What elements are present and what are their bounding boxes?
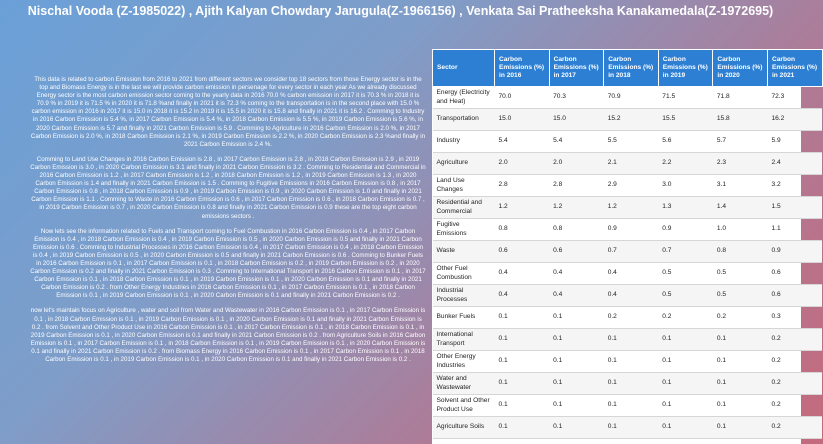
value-cell: 15.0 (495, 109, 550, 131)
sector-cell: Agriculture (433, 153, 495, 175)
description-text (30, 76, 426, 444)
table-row (433, 263, 823, 285)
table-row (433, 351, 823, 373)
value-cell: 0.6 (495, 241, 550, 263)
value-cell: 0.4 (495, 263, 550, 285)
table-row (433, 131, 823, 153)
value-cell: 0.1 (658, 395, 713, 417)
value-cell: 71.8 (713, 87, 768, 109)
table-row (433, 395, 823, 417)
table-row (433, 329, 823, 351)
value-cell: 0.3 (767, 307, 822, 329)
table-row (433, 285, 823, 307)
value-cell: 0.7 (604, 241, 659, 263)
value-cell: 0.5 (658, 285, 713, 307)
value-cell: 2.0 (549, 153, 604, 175)
value-cell: 0.2 (767, 417, 822, 439)
value-cell: 71.5 (658, 87, 713, 109)
value-cell: 5.4 (549, 131, 604, 153)
value-cell: 0.4 (549, 285, 604, 307)
sector-cell: Fugitive Emissions (433, 219, 495, 241)
value-cell: 0.8 (549, 219, 604, 241)
emissions-table-container[interactable] (432, 49, 818, 444)
header-2020: Carbon Emissions (%) in 2020 (713, 50, 768, 87)
table-row (433, 197, 823, 219)
value-cell: 2.8 (495, 175, 550, 197)
value-cell: 2.2 (658, 153, 713, 175)
value-cell: 0.1 (604, 329, 659, 351)
value-cell: 0.1 (495, 373, 550, 395)
value-cell: 0.1 (549, 395, 604, 417)
value-cell: 0.1 (658, 351, 713, 373)
table-row (433, 417, 823, 439)
value-cell: 15.2 (604, 109, 659, 131)
sector-cell: International Transport (433, 329, 495, 351)
value-cell: 0.1 (658, 329, 713, 351)
value-cell: 0.2 (713, 307, 768, 329)
value-cell: 1.3 (658, 197, 713, 219)
table-row (433, 373, 823, 395)
value-cell: 1.1 (767, 219, 822, 241)
sector-cell: Other Energy Industries (433, 351, 495, 373)
value-cell: 5.6 (658, 131, 713, 153)
value-cell: 0.1 (713, 395, 768, 417)
value-cell: 0.5 (658, 263, 713, 285)
header-2017: Carbon Emissions (%) in 2017 (549, 50, 604, 87)
value-cell: 16.2 (767, 109, 822, 131)
value-cell: 15.8 (713, 109, 768, 131)
table-row (433, 241, 823, 263)
value-cell: 0.4 (549, 263, 604, 285)
value-cell: 0.2 (767, 395, 822, 417)
value-cell: 3.2 (767, 175, 822, 197)
value-cell: 5.7 (713, 131, 768, 153)
value-cell: 2.4 (767, 153, 822, 175)
sector-cell: Residential and Commercial (433, 197, 495, 219)
value-cell: 0.2 (604, 307, 659, 329)
value-cell: 1.2 (604, 197, 659, 219)
value-cell: 1.2 (495, 197, 550, 219)
value-cell: 0.4 (604, 285, 659, 307)
table-row (433, 307, 823, 329)
value-cell: 0.1 (713, 417, 768, 439)
table-row (433, 109, 823, 131)
sector-cell: Industry (433, 131, 495, 153)
value-cell: 0.1 (658, 417, 713, 439)
value-cell: 2.9 (604, 175, 659, 197)
value-cell: 0.1 (495, 351, 550, 373)
value-cell: 0.1 (495, 417, 550, 439)
paragraph-fuels-transport: Now lets see the information related to Fuels and Transport coming to Fuel Combustion in 2016 Carbon Emission is 0.4 , in 2017 Carbon Emission is 0.4 , in 2018 Carbon Emission is 0.4 , in 2019 Carbon Emission is 0.5 , in 2020 Carbon Emission is 0.5 and finally in 2021 Carbon Emission is 0.6 . Comming to Industrial Processes in 2016 Carbon Emission is 0.4 , in 2017 Carbon Emission is 0.4 , in 2018 Carbon Emission is 0.4 , in 2019 Carbon Emission is 0.5 , in 2020 Carbon Emission is 0.5 and finally in 2021 Carbon Emission is 0.6 . Comming to Bunker Fuels in 2016 Carbon Emission is 0.1 , in 2017 Carbon Emission is 0.1 , in 2018 Carbon Emission is 0.2 , in 2019 Carbon Emission is 0.2 , in 2020 Carbon Emission is 0.2 and finally in 2021 Carbon Emission is 0.3 . Comming to International Transport in 2016 Carbon Emission is 0.1 , in 2017 Carbon Emission is 0.1 , in 2018 Carbon Emission is 0.1 , in 2019 Carbon Emission is 0.1 , in 2020 Carbon Emission is 0.1 and finally in 2021 Carbon Emission is 0.2 . from Other Energy Industries in 2016 Carbon Emission is 0.1 , in 2017 Carbon Emission is 0.1 , in 2018 Carbon Emission is 0.1 , in 2019 Carbon Emission is 0.1 , in 2020 Carbon Emission is 0.1 and finally in 2021 Carbon Emission is 0.2 . (30, 227, 426, 300)
value-cell: 3.1 (713, 175, 768, 197)
sector-cell: Solvent and Other Product Use (433, 395, 495, 417)
value-cell: 0.2 (658, 307, 713, 329)
header-2016: Carbon Emissions (%) in 2016 (495, 50, 550, 87)
sector-cell: Industrial Processes (433, 285, 495, 307)
header-2021: Carbon Emissions (%) in 2021 (767, 50, 822, 87)
value-cell: 0.1 (549, 417, 604, 439)
sector-cell: Bunker Fuels (433, 307, 495, 329)
value-cell: 2.0 (495, 153, 550, 175)
table-body (433, 87, 823, 439)
paragraph-agriculture-water-soil: now let's maintain focus on Agriculture , water and soil from Water and Wastewater in 2016 Carbon Emission is 0.1 , in 2017 Carbon Emission is 0.1 , in 2018 Carbon Emission is 0.1 , in 2019 Carbon Emission is 0.1 , in 2020 Carbon Emission is 0.1 and finally in 2021 Carbon Emission is 0.2 . from Solvent and Other Product Use in 2016 Carbon Emission is 0.1 , in 2017 Carbon Emission is 0.1 , in 2018 Carbon Emission is 0.1 , in 2019 Carbon Emission is 0.1 , in 2020 Carbon Emission is 0.1 and finally in 2021 Carbon Emission is 0.2 . from Agriculture Soils in 2016 Carbon Emission is 0.1 , in 2017 Carbon Emission is 0.1 , in 2018 Carbon Emission is 0.1 , in 2019 Carbon Emission is 0.1 , in 2020 Carbon Emission is 0.1 and finally in 2021 Carbon Emission is 0.2 . from Biomass Energy in 2016 Carbon Emission is 0.1 , in 2017 Carbon Emission is 0.1 , in 2018 Carbon Emission is 0.1 , in 2019 Carbon Emission is 0.1 , in 2020 Carbon Emission is 0.1 and finally in 2021 Carbon Emission is 0.2 . (30, 307, 426, 363)
table-header-row (433, 50, 823, 87)
value-cell: 15.5 (658, 109, 713, 131)
value-cell: 0.6 (767, 263, 822, 285)
value-cell: 0.1 (604, 373, 659, 395)
value-cell: 72.3 (767, 87, 822, 109)
value-cell: 0.1 (713, 373, 768, 395)
value-cell: 1.0 (713, 219, 768, 241)
value-cell: 2.3 (713, 153, 768, 175)
value-cell: 0.1 (713, 329, 768, 351)
value-cell: 2.8 (549, 175, 604, 197)
header-sector: Sector (433, 50, 495, 87)
value-cell: 0.9 (604, 219, 659, 241)
sector-cell: Energy (Electricity and Heat) (433, 87, 495, 109)
value-cell: 5.4 (495, 131, 550, 153)
page-title: Nischal Vooda (Z-1985022) , Ajith Kalyan Chowdary Jarugula(Z-1966156) , Venkata Sai Pratheeksha Kanakamedala(Z-1972695) (27, 4, 774, 18)
paragraph-land-use: Comming to Land Use Changes in 2016 Carbon Emission is 2.8 , in 2017 Carbon Emission is 2.8 , in 2018 Carbon Emission is 2.9 , in 2019 Carbon Emission is 3.0 , in 2020 Carbon Emission is 3.1 and finally in 2021 Carbon Emission is 3.2 . Comming to Residential and Commercial in 2016 Carbon Emission is 1.2 , in 2017 Carbon Emission is 1.2 , in 2018 Carbon Emission is 1.2 , in 2019 Carbon Emission is 1.3 , in 2020 Carbon Emission is 1.4 and finally in 2021 Carbon Emission is 1.5 . Comming to Fugitive Emissions in 2016 Carbon Emission is 0.8 , in 2017 Carbon Emission is 0.8 , in 2018 Carbon Emission is 0.9 , in 2019 Carbon Emission is 0.9 , in 2020 Carbon Emission is 1.0 and finally in 2021 Carbon Emission is 1.1 . Comming to Waste in 2016 Carbon Emission is 0.6 , in 2017 Carbon Emission is 0.6 , in 2018 Carbon Emission is 0.7 , in 2019 Carbon Emission is 0.7 , in 2020 Carbon Emission is 0.8 and finally in 2021 Carbon Emission is 0.9 these are the top eight carbon emissions sectors . (30, 155, 426, 220)
sector-cell: Land Use Changes (433, 175, 495, 197)
value-cell: 0.2 (767, 373, 822, 395)
value-cell: 5.5 (604, 131, 659, 153)
emissions-table (432, 49, 823, 439)
value-cell: 0.1 (604, 417, 659, 439)
value-cell: 0.9 (658, 219, 713, 241)
sector-cell: Agriculture Soils (433, 417, 495, 439)
header-2018: Carbon Emissions (%) in 2018 (604, 50, 659, 87)
value-cell: 0.1 (549, 307, 604, 329)
value-cell: 5.9 (767, 131, 822, 153)
value-cell: 0.6 (549, 241, 604, 263)
value-cell: 0.2 (767, 351, 822, 373)
value-cell: 3.0 (658, 175, 713, 197)
value-cell: 0.9 (767, 241, 822, 263)
value-cell: 0.1 (713, 351, 768, 373)
table-row (433, 87, 823, 109)
table-row (433, 153, 823, 175)
value-cell: 0.5 (713, 285, 768, 307)
value-cell: 70.3 (549, 87, 604, 109)
value-cell: 0.4 (604, 263, 659, 285)
sector-cell: Other Fuel Combustion (433, 263, 495, 285)
value-cell: 0.8 (713, 241, 768, 263)
value-cell: 1.5 (767, 197, 822, 219)
value-cell: 0.1 (658, 373, 713, 395)
table-row (433, 175, 823, 197)
value-cell: 0.1 (549, 373, 604, 395)
value-cell: 0.1 (604, 395, 659, 417)
value-cell: 0.1 (495, 307, 550, 329)
header-2019: Carbon Emissions (%) in 2019 (658, 50, 713, 87)
value-cell: 0.1 (549, 329, 604, 351)
value-cell: 70.0 (495, 87, 550, 109)
table-row (433, 219, 823, 241)
value-cell: 1.4 (713, 197, 768, 219)
value-cell: 15.0 (549, 109, 604, 131)
value-cell: 0.6 (767, 285, 822, 307)
paragraph-energy-sectors: This data is related to carbon Emission from 2016 to 2021 from different sectors we consider top 18 sectors from those Energy sector is in the top and Biomass Energy is in the last we will provide carbon emission in persenage for every sector in each year As we already discussed Energy sector is the most carbon emission sector coming to the yearly data in 2016 70.0 % carbon emission in 2017 it is 70.3 % in 2018 it is 70.9 % in 2019 it is 71.5 % in 2020 it is 71.8 %and finally in 2021 it is 72.3 % coming to the transportation is in the second place with 15.0 % carbon emission in 2016 in 2017 it is 15.0 in 2018 it is 15.2 in 2019 it is 15.5 in 2020 it is 15.8 and finally in 2021 it is 16.2 . Comming to Industry in 2016 Carbon Emission is 5.4 %, in 2017 Carbon Emission is 5.4 %, in 2018 Carbon Emission is 5.5 %, in 2019 Carbon Emission is 5.6 %, in 2020 Carbon Emission is 5.7 and finally in 2021 Carbon Emission is 5.9 . Comming to Agriculture in 2016 Carbon Emission is 2.0 %, in 2017 Carbon Emission is 2.0 %, in 2018 Carbon Emission is 2.1 %, in 2019 Carbon Emission is 2.2 %, in 2020 Carbon Emission is 2.3 %and finally in 2021 Carbon Emission is 2.4 %. (30, 76, 426, 148)
value-cell: 0.1 (495, 395, 550, 417)
value-cell: 0.1 (549, 351, 604, 373)
value-cell: 0.4 (495, 285, 550, 307)
value-cell: 0.1 (604, 351, 659, 373)
value-cell: 0.5 (713, 263, 768, 285)
value-cell: 70.9 (604, 87, 659, 109)
value-cell: 1.2 (549, 197, 604, 219)
value-cell: 0.7 (658, 241, 713, 263)
sector-cell: Waste (433, 241, 495, 263)
value-cell: 0.8 (495, 219, 550, 241)
sector-cell: Transportation (433, 109, 495, 131)
value-cell: 2.1 (604, 153, 659, 175)
sector-cell: Water and Wastewater (433, 373, 495, 395)
value-cell: 0.1 (495, 329, 550, 351)
value-cell: 0.2 (767, 329, 822, 351)
